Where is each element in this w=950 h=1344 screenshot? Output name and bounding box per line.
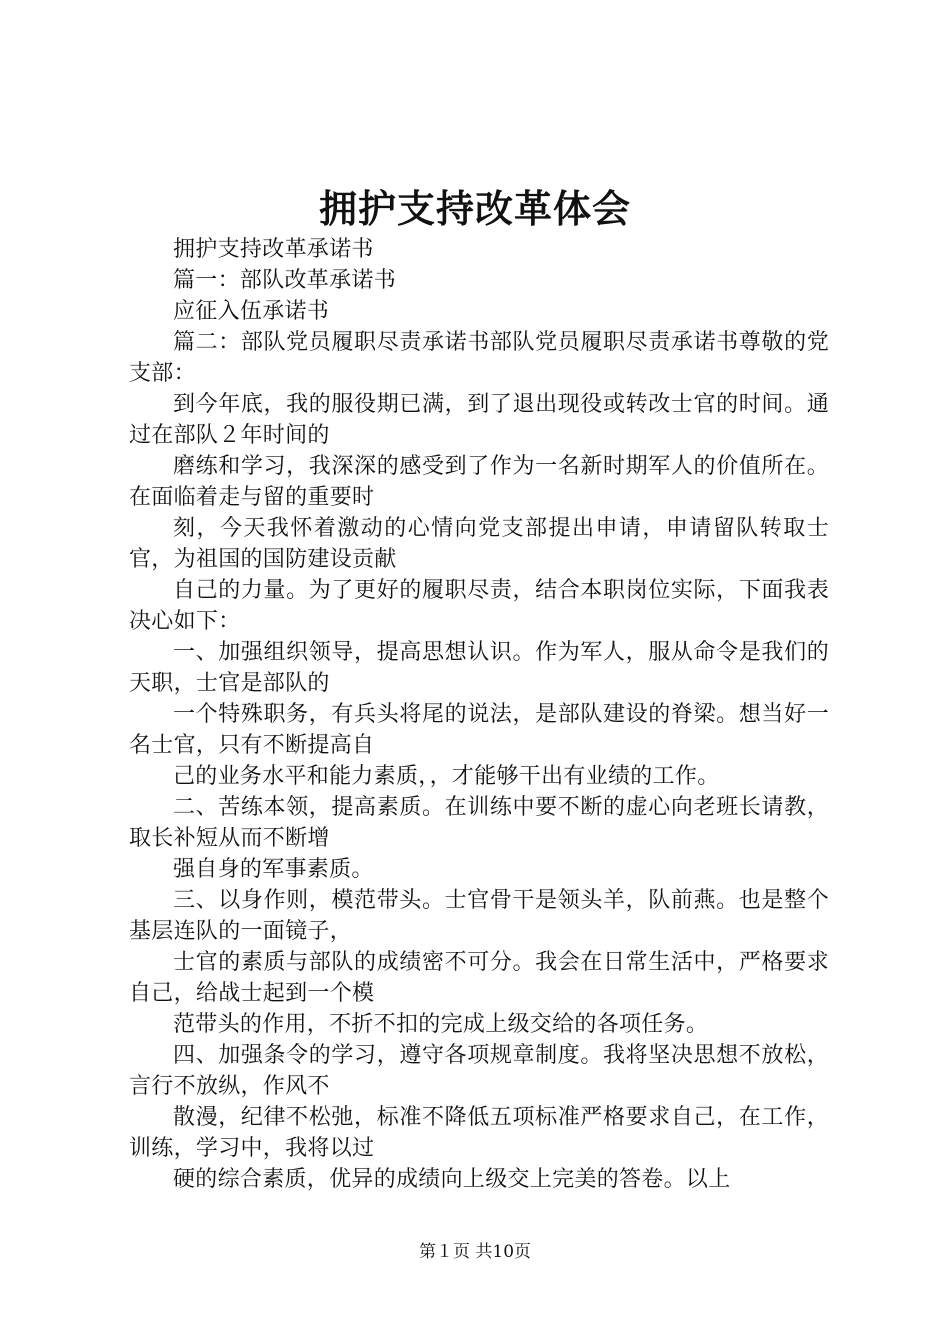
paragraph: 一、加强组织领导，提高思想认识。作为军人，服从命令是我们的天职，士官是部队的 — [129, 640, 829, 696]
paragraph: 范带头的作用，不折不扣的完成上级交给的各项任务。 — [173, 1012, 709, 1037]
paragraph: 篇二：部队党员履职尽责承诺书部队党员履职尽责承诺书尊敬的党支部： — [129, 330, 829, 386]
paragraph: 自己的力量。为了更好的履职尽责，结合本职岗位实际，下面我表决心如下： — [129, 578, 829, 634]
paragraph: 三、以身作则，模范带头。士官骨干是领头羊，队前燕。也是整个基层连队的一面镜子， — [129, 888, 829, 944]
paragraph: 篇一：部队改革承诺书 — [173, 268, 397, 293]
paragraph: 到今年底，我的服役期已满，到了退出现役或转改士官的时间。通过在部队２年时间的 — [129, 392, 829, 448]
page-number-footer: 第１页 共10页 — [418, 1242, 532, 1262]
document-body — [129, 234, 829, 1195]
paragraph: 己的业务水平和能力素质，，才能够干出有业绩的工作。 — [173, 764, 720, 789]
paragraph: 应征入伍承诺书 — [173, 299, 330, 324]
paragraph: 二、苦练本领，提高素质。在训练中要不断的虚心向老班长请教，取长补短从而不断增 — [129, 795, 829, 851]
paragraph: 散漫，纪律不松弛，标准不降低五项标准严格要求自己，在工作，训练，学习中，我将以过 — [129, 1105, 829, 1161]
document-title: 拥护支持改革体会 — [318, 186, 631, 231]
paragraph: 磨练和学习，我深深的感受到了作为一名新时期军人的价值所在。在面临着走与留的重要时 — [129, 454, 829, 510]
paragraph: 士官的素质与部队的成绩密不可分。我会在日常生活中，严格要求自己，给战士起到一个模 — [129, 950, 829, 1006]
paragraph: 一个特殊职务，有兵头将尾的说法，是部队建设的脊梁。想当好一名士官，只有不断提高自 — [129, 702, 829, 758]
paragraph: 拥护支持改革承诺书 — [173, 237, 374, 262]
paragraph: 刻，今天我怀着激动的心情向党支部提出申请，申请留队转取士官，为祖国的国防建设贡献 — [129, 516, 829, 572]
paragraph: 强自身的军事素质。 — [173, 857, 374, 882]
paragraph: 四、加强条令的学习，遵守各项规章制度。我将坚决思想不放松，言行不放纵，作风不 — [129, 1043, 829, 1099]
paragraph: 硬的综合素质，优异的成绩向上级交上完美的答卷。以上 — [173, 1167, 731, 1192]
